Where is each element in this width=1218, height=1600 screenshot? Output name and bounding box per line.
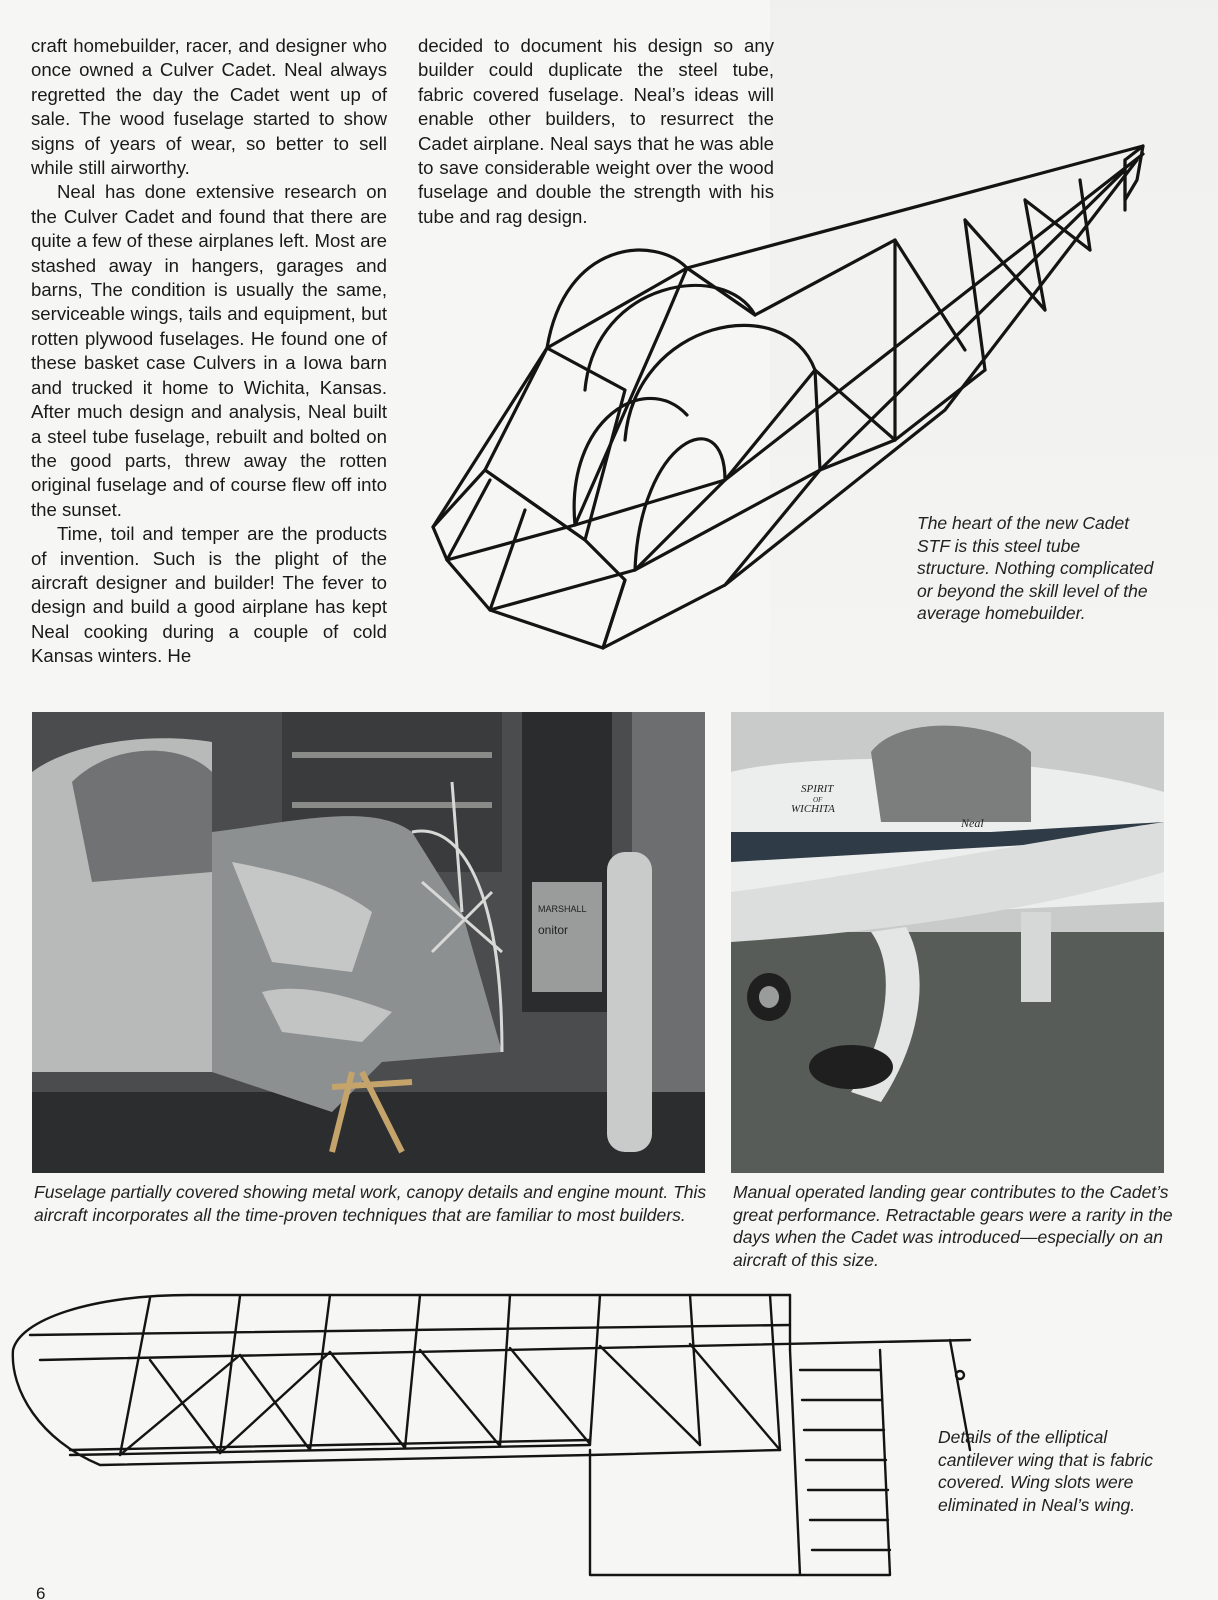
plane-signature: Neal bbox=[961, 816, 984, 830]
plane-name-spirit: SPIRIT bbox=[801, 783, 834, 795]
article-column-1 bbox=[31, 34, 387, 669]
fuselage-caption: Fuselage partially covered showing metal work, canopy details and engine mount. This aircraft incorporates all the time-proven techniques that are familiar to most builders. bbox=[34, 1182, 707, 1225]
box-label-1: MARSHALL bbox=[538, 904, 587, 914]
fuselage-workshop-photo bbox=[32, 712, 705, 1173]
plane-name-wichita: WICHITA bbox=[791, 803, 835, 815]
page-number: 6 bbox=[36, 1587, 46, 1600]
paragraph: Time, toil and temper are the products of invention. Such is the plight of the aircraft designer and builder! The fever to design and build a good airplane has kept Neal cooking during a couple of cold Kansas winters. He bbox=[31, 523, 387, 667]
landing-gear-photo bbox=[731, 712, 1164, 1173]
frame-caption: The heart of the new Cadet STF is this steel tube structure. Nothing complicated or beyond the skill level of the average homebuilder. bbox=[917, 513, 1154, 623]
plane-name-of: OF bbox=[813, 796, 823, 804]
elliptical-wing-illustration bbox=[10, 1290, 980, 1590]
landing-gear-caption: Manual operated landing gear contributes to the Cadet’s great performance. Retractable gears were a rarity in the days when the Cadet was introduced—especially on an aircraft of this size. bbox=[733, 1182, 1173, 1270]
box-label-2: onitor bbox=[538, 923, 569, 937]
wing-caption: Details of the elliptical cantilever wing that is fabric covered. Wing slots were eliminated in Neal’s wing. bbox=[938, 1427, 1153, 1515]
paragraph: Neal has done extensive research on the Culver Cadet and found that there are quite a few of these airplanes left. Most are stashed away in hangers, garages and barns, The condition is usually the same, serviceable wings, tails and equipment, but rotten plywood fuselages. He found one of these basket case Culvers in a Iowa barn and trucked it home to Wichita, Kansas. After much design and analysis, Neal built a steel tube fuselage, rebuilt and bolted on the good parts, threw away the rotten original fuselage and of course flew off into the sunset. bbox=[31, 181, 387, 520]
paragraph: decided to document his design so any builder could duplicate the steel tube, fabric covered fuselage. Neal’s ideas will enable other builders, to resurrect the Cadet airplane. Neal says that he was able to save considerable weight over the wood fuselage and double the strength with his tube and rag design. bbox=[418, 35, 774, 227]
paragraph: craft homebuilder, racer, and designer who once owned a Culver Cadet. Neal always regretted the day the Cadet went up of sale. The wood fuselage started to show signs of years of wear, so better to sell while still airworthy. bbox=[31, 35, 387, 179]
